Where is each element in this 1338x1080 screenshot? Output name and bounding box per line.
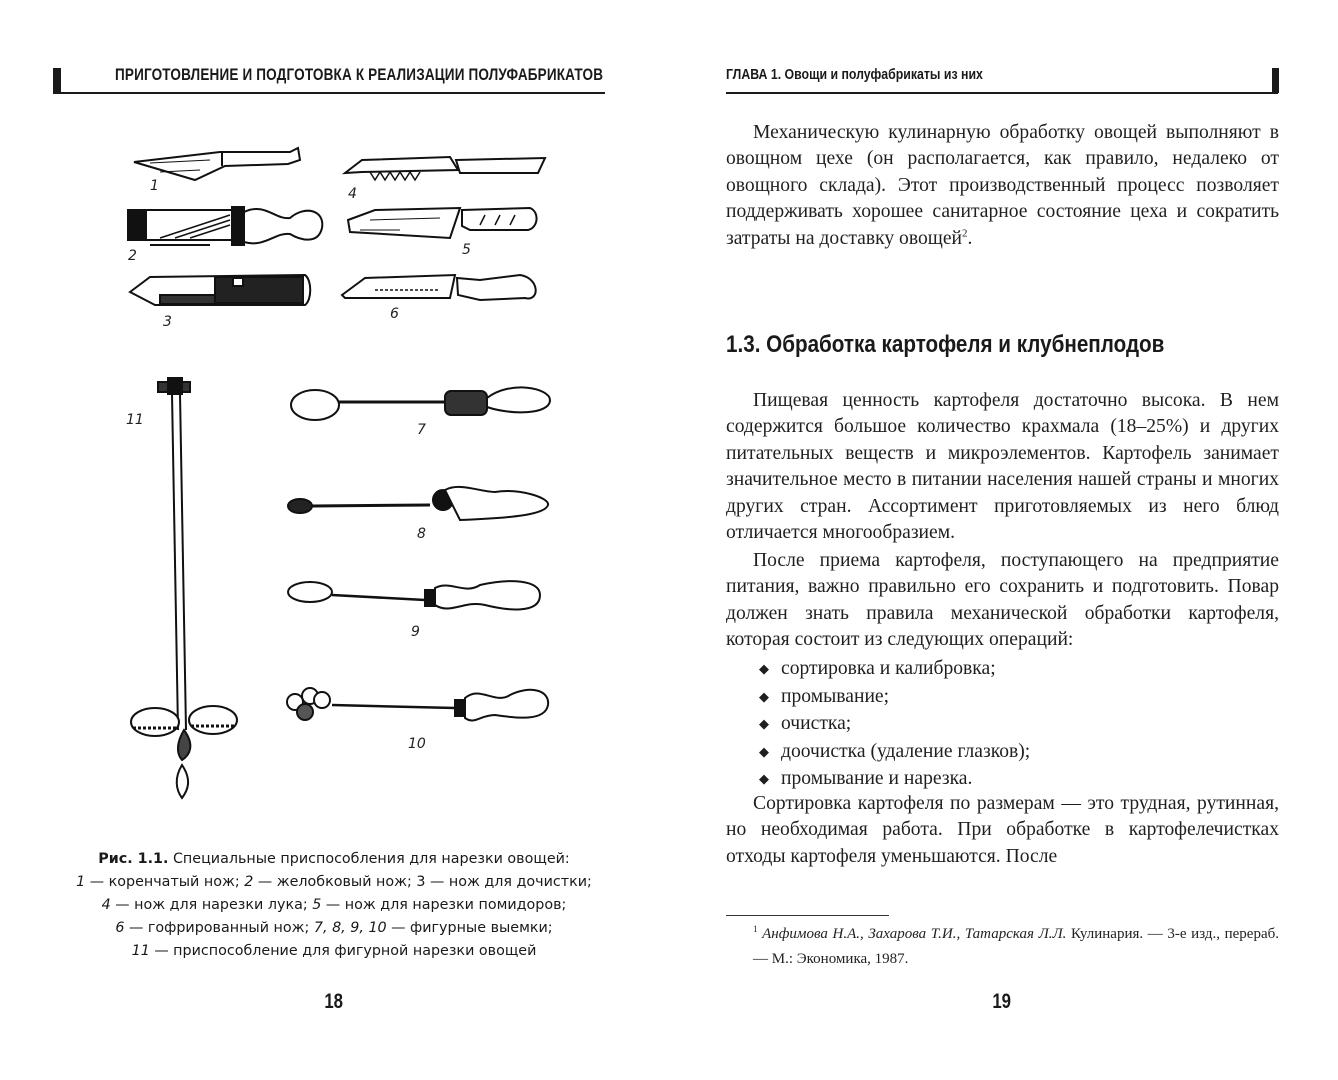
paragraph-4 [726,791,1279,870]
figure-label-11: 11 [126,412,144,428]
footnote-marker: 1 [753,924,758,934]
list-item [757,683,1030,711]
caption-text: — нож для нарезки помидоров; [321,897,567,913]
caption-text: — приспособление для фигурной нарезки овощей [149,943,537,959]
figure-label-7: 7 [417,422,426,438]
knife-3-icon [130,275,310,305]
knife-4-icon [345,157,545,180]
footnote-text: Кулинария. — 3-е изд., перераб. — М.: Экономика, 1987. [753,926,1279,967]
diamond-bullet-icon: ◆ [759,771,769,786]
diamond-bullet-icon: ◆ [759,716,769,731]
tool-11-icon [131,378,237,798]
diamond-bullet-icon: ◆ [759,688,769,704]
figure-label-1: 1 [150,178,159,194]
paragraph-2 [726,388,1279,546]
caption-text: — желобковый нож; 3 — нож для дочистки; [253,874,592,890]
figure-vegetable-tools [100,130,570,820]
figure-caption [60,848,608,963]
paragraph-1 [726,120,1279,252]
caption-text: — гофрированный нож; [124,920,314,936]
right-page [669,0,1338,1080]
running-header-text: ПРИГОТОВЛЕНИЕ И ПОДГОТОВКА К РЕАЛИЗАЦИИ ПОЛУФАБРИКАТОВ [115,66,604,84]
paragraph-text: Сортировка картофеля по размерам — это трудная, рутинная, но необходимая работа. При обработке в картофелечистках отходы картофеля уменьшаются. После [726,793,1279,867]
caption-num: 2 [244,874,254,890]
caption-title: Специальные приспособления для нарезки овощей: [168,851,570,867]
knife-5-icon [348,208,537,238]
list-item-text: промывание; [781,685,890,707]
figure-label-2: 2 [128,248,137,264]
paragraph-text: Пищевая ценность картофеля достаточно высока. В нем содержится большое количество крахмала (18–25%) и других питательных веществ и микроэлементов. Картофель занимает значительное место в питании населения нашей страны и многих других стран. Ассортимент приготовляемых из него блюд отличается многообразием. [726,390,1279,544]
header-bar-mark [53,68,61,93]
caption-text: — фигурные выемки; [386,920,553,936]
caption-text: — нож для нарезки лука; [110,897,313,913]
caption-num: 11 [131,943,150,959]
footnote-ref[interactable]: 2 [962,227,968,240]
list-item-text: доочистка (удаление глазков); [781,740,1031,762]
figure-label-10: 10 [408,736,426,752]
caption-num: 5 [312,897,322,913]
figure-label-6: 6 [390,306,399,322]
footnote [726,922,1279,972]
figure-label-5: 5 [462,242,471,258]
list-item [757,655,1030,683]
paragraph-text: После приема картофеля, поступающего на предприятие питания, важно правильно его сохранить и подготовить. Повар должен знать правила механической обработки картофеля, которая состоит из следующих операций: [726,550,1279,651]
scoop-7-icon [291,387,550,420]
knife-6-icon [342,275,536,300]
list-item [757,738,1030,766]
tools-illustration [100,130,570,820]
paragraph-text: Механическую кулинарную обработку овощей выполняют в овощном цехе (он располагается, как правило, недалеко от овощного склада). Этот производственный процесс позволяет поддерживать хорошее санитарное состояние цеха и сократить затраты на доставку овощей [726,122,1279,249]
list-item [757,765,1030,793]
figure-label-9: 9 [411,624,420,640]
page-number-left: 18 [324,990,344,1013]
diamond-bullet-icon: ◆ [759,661,769,676]
running-header-text: ГЛАВА 1. Овощи и полуфабрикаты из них [726,67,983,83]
caption-text: — коренчатый нож; [85,874,245,890]
caption-label: Рис. 1.1. [98,851,169,867]
scoop-10-icon [287,688,548,720]
caption-num: 1 [76,874,86,890]
scoop-9-icon [288,581,540,609]
caption-num: 6 [115,920,125,936]
caption-num: 4 [101,897,111,913]
running-header-right [726,62,1278,94]
list-item-text: промывание и нарезка. [781,768,973,789]
list-item-text: сортировка и калибровка; [781,658,996,679]
diamond-bullet-icon: ◆ [759,743,769,759]
footnote-authors: Анфимова Н.А., Захарова Т.И., Татарская Л.Л. [762,926,1067,942]
list-item [757,710,1030,738]
page-number-right: 19 [992,990,1012,1013]
paragraph-3 [726,548,1279,654]
figure-label-4: 4 [348,186,357,202]
list-item-text: очистка; [781,713,852,734]
header-bar-mark [1272,68,1279,93]
knife-1-icon [134,148,300,180]
figure-label-3: 3 [163,314,172,330]
section-heading: 1.3. Обработка картофеля и клубнеплодов [726,331,1165,358]
operations-list [757,655,1030,793]
paragraph-end: . [967,227,973,249]
running-header-left [53,62,605,94]
caption-num: 7, 8, 9, 10 [313,920,387,936]
knife-2-icon [128,207,322,245]
scoop-8-icon [288,487,548,520]
figure-label-8: 8 [417,526,426,542]
footnote-divider [726,915,889,916]
